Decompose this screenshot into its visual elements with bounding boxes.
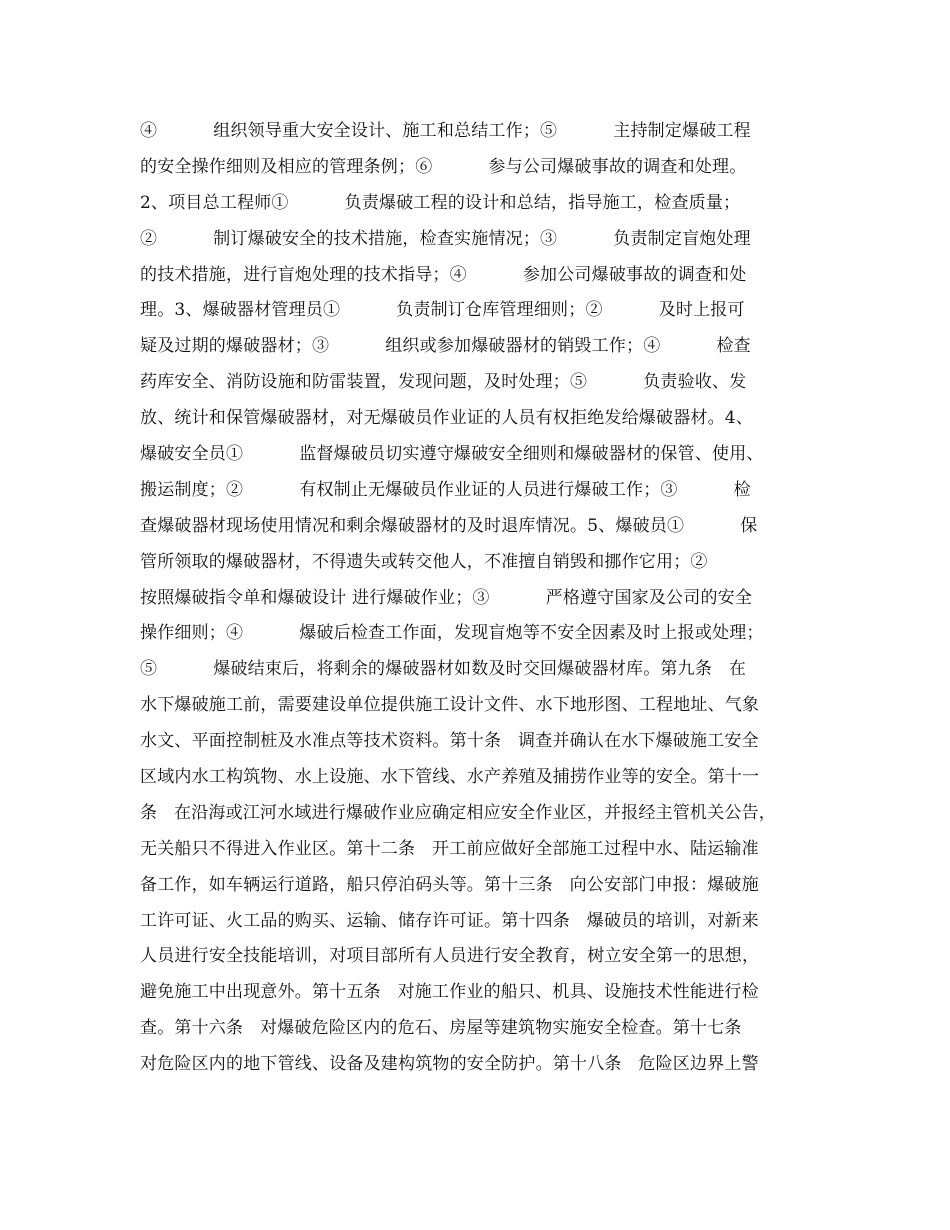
text-line: ② 制订爆破安全的技术措施，检查实施情况；③ 负责制定盲炮处理: [140, 228, 751, 249]
text-line: 无关船只不得进入作业区。第十二条 开工前应做好全部施工过程中水、陆运输准: [140, 838, 759, 859]
text-line: 避免施工中出现意外。第十五条 对施工作业的船只、机具、设施技术性能进行检: [140, 982, 759, 1003]
text-line: 搬运制度；② 有权制止无爆破员作业证的人员进行爆破工作；③ 检: [140, 479, 751, 500]
text-line: 理。3、爆破器材管理员① 负责制订仓库管理细则；② 及时上报可: [140, 300, 745, 321]
text-line: 药库安全、消防设施和防雷装置，发现问题，及时处理；⑤ 负责验收、发: [140, 372, 747, 393]
text-line: 查爆破器材现场使用情况和剩余爆破器材的及时退库情况。5、爆破员① 保: [140, 515, 758, 536]
text-line: 条 在沿海或江河水域进行爆破作业应确定相应安全作业区，并报经主管机关公告，: [140, 802, 777, 823]
text-line: 的技术措施，进行盲炮处理的技术指导；④ 参加公司爆破事故的调查和处: [140, 264, 747, 285]
text-line: 对危险区内的地下管线、设备及建构筑物的安全防护。第十八条 危险区边界上警: [140, 1054, 759, 1075]
text-line: 查。第十六条 对爆破危险区内的危石、房屋等建筑物实施安全检查。第十七条: [140, 1018, 742, 1039]
text-line: 的安全操作细则及相应的管理条例；⑥ 参与公司爆破事故的调查和处理。: [140, 156, 747, 177]
text-line: ⑤ 爆破结束后，将剩余的爆破器材如数及时交回爆破器材库。第九条 在: [140, 659, 747, 680]
text-line: 水下爆破施工前，需要建设单位提供施工设计文件、水下地形图、工程地址、气象: [140, 695, 760, 716]
text-line: 按照爆破指令单和爆破设计 进行爆破作业；③ 严格遵守国家及公司的安全: [140, 587, 753, 608]
text-line: 放、统计和保管爆破器材，对无爆破员作业证的人员有权拒绝发给爆破器材。4、: [140, 408, 754, 429]
text-line: 人员进行安全技能培训，对项目部所有人员进行安全教育，树立安全第一的思想，: [140, 946, 760, 967]
text-line: 疑及过期的爆破器材；③ 组织或参加爆破器材的销毁工作；④ 检查: [140, 336, 751, 357]
text-line: 区域内水工构筑物、水上设施、水下管线、水产养殖及捕捞作业等的安全。第十一: [140, 767, 760, 788]
text-line: 爆破安全员① 监督爆破员切实遵守爆破安全细则和爆破器材的保管、使用、: [140, 444, 764, 465]
body-text: [140, 117, 830, 1086]
text-line: 2、项目总工程师① 负责爆破工程的设计和总结，指导施工，检查质量；: [140, 192, 741, 213]
text-line: 工许可证、火工品的购买、运输、储存许可证。第十四条 爆破员的培训，对新来: [140, 910, 759, 931]
text-line: 备工作，如车辆运行道路，船只停泊码头等。第十三条 向公安部门申报：爆破施: [140, 874, 759, 895]
text-line: 管所领取的爆破器材，不得遗失或转交他人，不准擅自销毁和挪作它用；②: [140, 551, 708, 572]
text-line: 水文、平面控制桩及水准点等技术资料。第十条 调查并确认在水下爆破施工安全: [140, 731, 759, 752]
text-line: 操作细则；④ 爆破后检查工作面，发现盲炮等不安全因素及时上报或处理；: [140, 623, 764, 644]
text-line: ④ 组织领导重大安全设计、施工和总结工作；⑤ 主持制定爆破工程: [140, 121, 751, 141]
